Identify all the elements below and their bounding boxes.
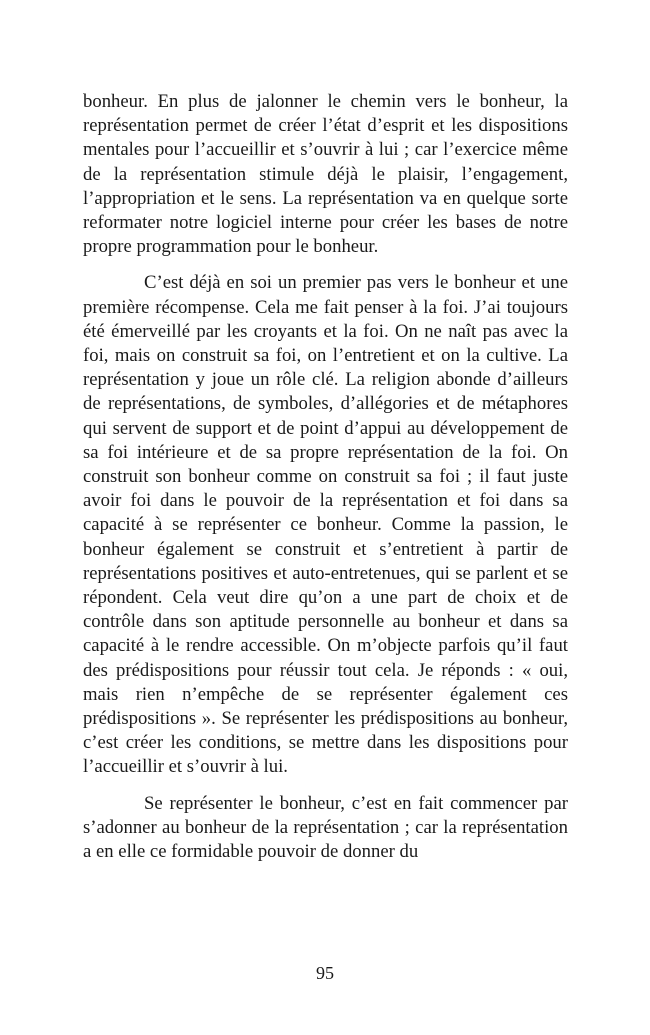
body-text xyxy=(83,90,568,864)
page-number: 95 xyxy=(316,963,334,983)
paragraph-closing: Se représenter le bonheur, c’est en fait commencer par s’adonner au bonheur de la représentation ; car la représentation a en elle ce formidable pouvoir de donner du xyxy=(83,792,568,863)
paragraph-continuation: bonheur. En plus de jalonner le chemin vers le bonheur, la représentation permet de créer l’état d’esprit et les dispositions mentales pour l’accueillir et s’ouvrir à lui ; car l’exercice même de la représentation stimule déjà le plaisir, l’engagement, l’appropriation et le sens. La représentation va en quelque sorte reformater notre logiciel interne pour créer les bases de notre propre programmation pour le bonheur. xyxy=(83,91,568,258)
paragraph-faith: C’est déjà en soi un premier pas vers le bonheur et une première récompense. Cela me fait penser à la foi. J’ai toujours été émerveillé par les croyants et la foi. On ne naît pas avec la foi, mais on construit sa foi, on l’entretient et on la cultive. La représentation y joue un rôle clé. La religion abonde d’ailleurs de représentations, de symboles, d’allégories et de métaphores qui servent de support et de point d’appui au développement de sa foi intérieure et de sa propre représentation de la foi. On construit son bonheur comme on construit sa foi ; il faut juste avoir foi dans le pouvoir de la représentation et foi dans sa capacité à se représenter ce bonheur. Comme la passion, le bonheur également se construit et s’entretient à partir de représentations positives et auto-entretenues, qui se parlent et se répondent. Cela veut dire qu’on a une part de choix et de contrôle dans son aptitude personnelle au bonheur et dans sa capacité à le rendre accessible. On m’objecte parfois qu’il faut des prédispositions pour réussir tout cela. Je réponds : « oui, mais rien n’empêche de se représenter également ces prédispositions ». Se représenter les prédispositions au bonheur, c’est créer les conditions, se mettre dans les dispositions pour l’accueillir et s’ouvrir à lui. xyxy=(83,272,568,778)
